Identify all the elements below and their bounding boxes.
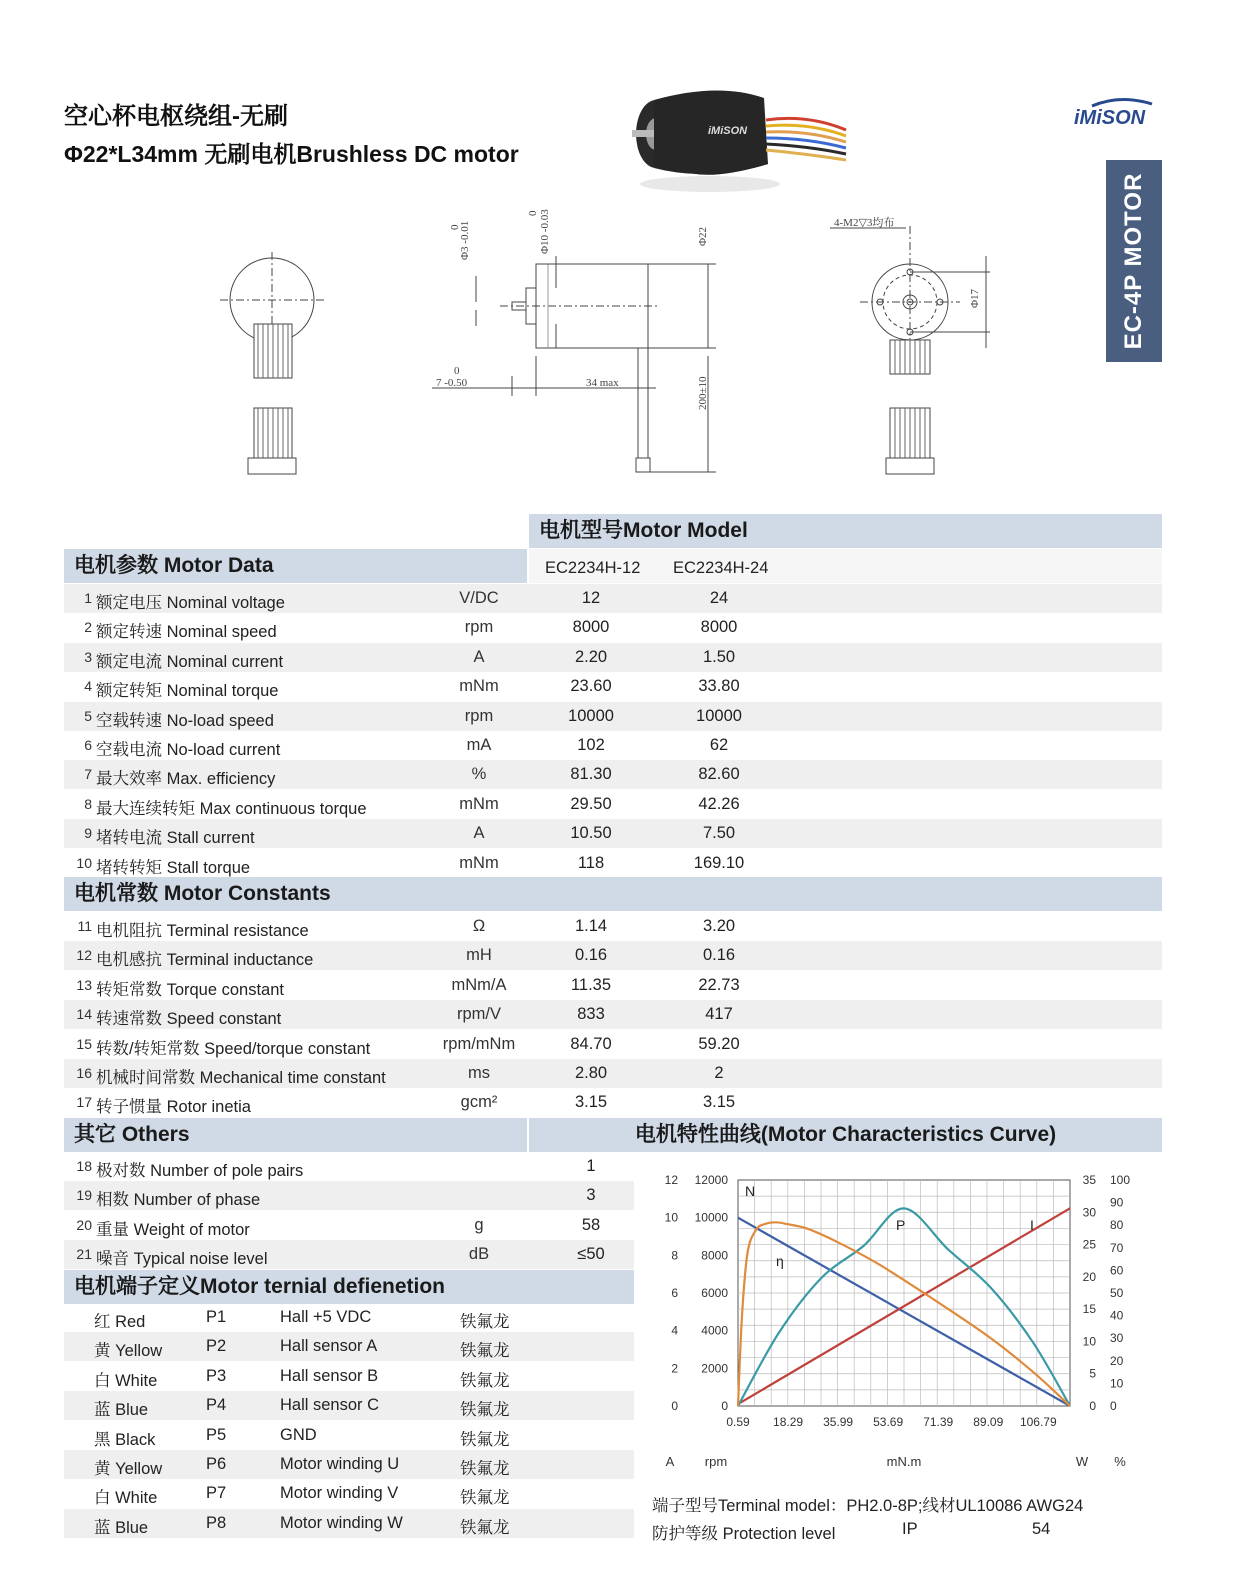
wire-color: 红 Red xyxy=(94,1313,146,1331)
row-unit: g xyxy=(474,1215,484,1234)
dim-body-length: 34 max xyxy=(586,377,619,389)
axis-tick-label: 80 xyxy=(1110,1218,1124,1233)
wire-material: 铁氟龙 xyxy=(460,1460,510,1478)
table-row xyxy=(64,731,1162,760)
row-number: 8 xyxy=(84,795,92,812)
row-label: 堵转转矩 Stall torque xyxy=(96,858,251,877)
dim-shaft-dia-tol: 0 xyxy=(449,224,461,230)
row-label: 转子惯量 Rotor inetia xyxy=(96,1098,251,1117)
row-value-2: 7.50 xyxy=(702,824,736,843)
axis-tick-label: 10000 xyxy=(694,1210,728,1225)
row-value-2: 62 xyxy=(709,736,729,754)
row-number: 7 xyxy=(84,766,92,783)
row-value-1: 833 xyxy=(577,1005,605,1024)
row-unit: mNm xyxy=(459,853,499,872)
row-value-1: 1.14 xyxy=(574,917,608,935)
dim-boss-dia: Φ10 -0.03 xyxy=(539,209,551,254)
terminal-model: 端子型号Terminal model：PH2.0-8P;线材UL10086 AWG24 xyxy=(652,1497,1084,1515)
row-value-1: 3.15 xyxy=(574,1093,608,1112)
row-number: 17 xyxy=(76,1094,92,1111)
row-label: 相数 Number of phase xyxy=(96,1191,261,1210)
table-row xyxy=(64,1181,634,1210)
table-row xyxy=(64,790,1162,819)
section-curve: 电机特性曲线(Motor Characteristics Curve) xyxy=(529,1118,1162,1152)
brand-logo xyxy=(1072,94,1168,134)
terminal-row xyxy=(64,1450,634,1479)
row-value-1: ≤50 xyxy=(577,1245,605,1264)
axis-tick-label: 35 xyxy=(1082,1173,1096,1187)
pin-function: Motor winding W xyxy=(280,1513,403,1532)
pin-number: P7 xyxy=(206,1484,227,1503)
table-row xyxy=(64,613,1162,642)
terminal-row xyxy=(64,1509,634,1538)
row-label: 最大连续转矩 Max continuous torque xyxy=(96,799,367,818)
series-label: N xyxy=(745,1183,756,1199)
axis-tick-label: 12000 xyxy=(694,1173,728,1187)
pin-number: P3 xyxy=(206,1366,227,1385)
row-value-1: 29.50 xyxy=(570,794,612,813)
page-subtitle: Φ22*L34mm 无刷电机Brushless DC motor xyxy=(64,141,519,167)
pin-number: P5 xyxy=(206,1425,227,1444)
row-unit: Ω xyxy=(472,917,486,935)
row-label: 额定电压 Nominal voltage xyxy=(96,594,285,612)
wire-material: 铁氟龙 xyxy=(460,1401,510,1420)
row-number: 20 xyxy=(76,1216,92,1233)
row-label: 空载转速 No-load speed xyxy=(96,711,274,730)
row-value-1: 102 xyxy=(577,736,605,754)
dim-mount-holes: 4-M2▽3均布 xyxy=(834,217,895,229)
axis-tick-label: 0 xyxy=(721,1399,728,1413)
axis-tick-label: 100 xyxy=(1110,1173,1131,1187)
axis-tick-label: 10 xyxy=(1082,1334,1096,1349)
wire-color: 蓝 Blue xyxy=(94,1401,149,1420)
pin-function: Hall sensor B xyxy=(280,1366,379,1385)
table-row xyxy=(64,1030,1162,1059)
axis-tick-label: 30 xyxy=(1082,1205,1096,1220)
row-value-1: 8000 xyxy=(572,618,610,637)
model-header: 电机型号Motor Model xyxy=(529,514,1162,548)
pin-function: Motor winding V xyxy=(280,1484,399,1503)
section-terminal: 电机端子定义Motor ternial defienetion xyxy=(64,1270,634,1304)
row-label: 额定电流 Nominal current xyxy=(96,652,284,671)
wire-color: 白 White xyxy=(94,1371,158,1390)
row-value-1: 118 xyxy=(577,853,605,872)
pin-number: P1 xyxy=(206,1308,227,1326)
row-unit: rpm xyxy=(464,618,494,637)
model-1: EC2234H-12 xyxy=(545,559,641,577)
table-row xyxy=(64,1000,1162,1029)
section-motor-data: 电机参数 Motor Data xyxy=(64,549,527,583)
row-value-2: 2 xyxy=(714,1064,724,1082)
section-constants: 电机常数 Motor Constants xyxy=(64,877,1162,911)
row-value-2: 10000 xyxy=(696,706,742,725)
row-unit: mA xyxy=(466,736,492,754)
wire-material: 铁氟龙 xyxy=(460,1342,510,1361)
side-tab xyxy=(1106,160,1162,362)
axis-tick-label: 8000 xyxy=(701,1248,728,1263)
protection-value: 54 xyxy=(1032,1520,1051,1538)
row-value-2: 33.80 xyxy=(698,677,740,696)
axis-tick-label: 30 xyxy=(1110,1331,1124,1346)
row-value-2: 24 xyxy=(709,589,729,607)
pin-number: P4 xyxy=(206,1396,227,1415)
row-value-2: 82.60 xyxy=(698,765,740,784)
table-row xyxy=(64,1211,634,1240)
wire-material: 铁氟龙 xyxy=(460,1430,510,1449)
row-value-2: 22.73 xyxy=(698,975,740,994)
axis-tick-label: 2000 xyxy=(701,1361,728,1376)
row-number: 11 xyxy=(77,918,92,934)
row-value-2: 417 xyxy=(705,1005,733,1024)
axis-label: rpm xyxy=(704,1454,728,1469)
row-unit: rpm/V xyxy=(456,1005,501,1024)
row-unit: % xyxy=(471,765,487,784)
series-label: I xyxy=(1030,1217,1034,1233)
row-value-1: 2.20 xyxy=(574,647,608,666)
wire-color: 白 White xyxy=(94,1489,158,1508)
side-tab-label: EC-4P MOTOR xyxy=(1120,172,1147,350)
table-row xyxy=(64,912,1162,941)
axis-tick-label: 8 xyxy=(671,1248,678,1263)
technical-drawing xyxy=(200,196,1020,496)
terminal-row xyxy=(64,1479,634,1508)
axis-tick-label: 4000 xyxy=(701,1323,728,1338)
row-unit: rpm/mNm xyxy=(442,1034,516,1053)
row-label: 最大效率 Max. efficiency xyxy=(96,770,276,789)
row-label: 电机阻抗 Terminal resistance xyxy=(96,922,309,940)
pin-function: Motor winding U xyxy=(280,1455,400,1473)
terminal-row xyxy=(64,1362,634,1391)
pin-number: P8 xyxy=(206,1513,227,1532)
axis-label: W xyxy=(1075,1454,1089,1469)
row-label: 堵转电流 Stall current xyxy=(96,829,255,848)
photo-label: iMiSON xyxy=(708,125,748,137)
row-number: 14 xyxy=(76,1006,92,1023)
row-value-1: 58 xyxy=(581,1215,601,1234)
row-unit: rpm xyxy=(464,706,494,725)
dim-pcd: Φ17 xyxy=(969,288,981,308)
row-number: 19 xyxy=(76,1187,92,1204)
table-row xyxy=(64,1088,1162,1117)
pin-number: P6 xyxy=(206,1455,227,1473)
table-row xyxy=(64,1059,1162,1088)
axis-tick-label: 10 xyxy=(664,1210,678,1225)
row-unit: gcm² xyxy=(460,1093,498,1112)
row-number: 3 xyxy=(84,648,92,665)
row-value-1: 23.60 xyxy=(570,677,612,696)
row-value-1: 10000 xyxy=(568,706,614,725)
wire-material: 铁氟龙 xyxy=(460,1313,510,1331)
axis-tick-label: 2 xyxy=(671,1361,678,1376)
row-value-2: 59.20 xyxy=(698,1034,740,1053)
row-value-1: 3 xyxy=(586,1186,596,1205)
axis-label: % xyxy=(1114,1454,1126,1469)
pin-function: GND xyxy=(280,1425,317,1444)
axis-tick-label: 0 xyxy=(1110,1399,1117,1413)
axis-label: A xyxy=(665,1454,675,1469)
axis-tick-label: 6000 xyxy=(701,1286,728,1300)
terminal-row xyxy=(64,1391,634,1420)
wire-material: 铁氟龙 xyxy=(460,1489,510,1508)
protection-unit: IP xyxy=(902,1520,918,1538)
row-value-1: 2.80 xyxy=(574,1064,608,1082)
table-row xyxy=(64,760,1162,789)
row-label: 转速常数 Speed constant xyxy=(96,1010,282,1029)
x-tick-label: 71.39 xyxy=(923,1415,954,1429)
row-value-1: 10.50 xyxy=(570,824,612,843)
row-number: 10 xyxy=(76,854,92,871)
row-value-2: 8000 xyxy=(700,618,738,637)
row-unit: mNm xyxy=(459,677,499,696)
axis-tick-label: 4 xyxy=(671,1323,678,1338)
row-label: 空载电流 No-load current xyxy=(96,741,281,759)
row-number: 16 xyxy=(76,1065,92,1081)
row-value-2: 0.16 xyxy=(702,946,736,965)
row-unit: mNm/A xyxy=(451,975,507,994)
dim-shaft-length-tol: 0 xyxy=(454,365,460,377)
terminal-row xyxy=(64,1303,634,1332)
axis-tick-label: 0 xyxy=(1089,1399,1096,1413)
pin-function: Hall sensor A xyxy=(280,1337,378,1356)
model-2: EC2234H-24 xyxy=(673,559,769,577)
x-tick-label: 35.99 xyxy=(823,1415,854,1429)
axis-tick-label: 15 xyxy=(1082,1302,1096,1317)
row-value-1: 84.70 xyxy=(570,1034,612,1053)
row-unit: A xyxy=(473,824,485,843)
row-unit: dB xyxy=(468,1245,490,1264)
x-tick-label: 0.59 xyxy=(726,1415,750,1429)
axis-tick-label: 0 xyxy=(671,1399,678,1413)
wire-color: 蓝 Blue xyxy=(94,1518,149,1537)
axis-tick-label: 40 xyxy=(1110,1308,1124,1323)
row-label: 噪音 Typical noise level xyxy=(96,1250,268,1269)
row-label: 机械时间常数 Mechanical time constant xyxy=(96,1069,386,1087)
row-number: 9 xyxy=(84,825,92,842)
axis-tick-label: 50 xyxy=(1110,1286,1124,1300)
pin-number: P2 xyxy=(206,1337,227,1356)
row-label: 极对数 Number of pole pairs xyxy=(96,1162,304,1180)
protection-label: 防护等级 Protection level xyxy=(652,1525,836,1543)
row-number: 2 xyxy=(84,619,92,636)
row-value-1: 11.35 xyxy=(570,975,612,994)
series-label: η xyxy=(776,1253,784,1269)
table-row xyxy=(64,702,1162,731)
row-unit: A xyxy=(473,647,485,666)
axis-tick-label: 20 xyxy=(1082,1269,1096,1284)
row-number: 13 xyxy=(76,976,92,993)
row-label: 转数/转矩常数 Speed/torque constant xyxy=(96,1039,371,1058)
wire-material: 铁氟龙 xyxy=(460,1371,510,1390)
row-value-2: 42.26 xyxy=(698,794,740,813)
axis-tick-label: 20 xyxy=(1110,1353,1124,1368)
row-number: 12 xyxy=(76,947,92,964)
dim-shaft-length: 7 -0.50 xyxy=(436,377,468,389)
row-label: 额定转速 Nominal speed xyxy=(96,623,277,642)
wire-color: 黑 Black xyxy=(94,1430,156,1449)
table-row xyxy=(64,971,1162,1000)
axis-tick-label: 12 xyxy=(664,1173,678,1187)
axis-tick-label: 25 xyxy=(1082,1237,1096,1252)
axis-tick-label: 70 xyxy=(1110,1240,1124,1255)
section-others: 其它 Others xyxy=(64,1118,527,1152)
pin-function: Hall sensor C xyxy=(280,1396,380,1415)
x-tick-label: 18.29 xyxy=(773,1415,804,1429)
row-number: 4 xyxy=(84,678,92,695)
row-value-1: 1 xyxy=(586,1157,596,1175)
row-number: 21 xyxy=(76,1246,92,1263)
row-unit: ms xyxy=(468,1064,490,1082)
row-value-1: 12 xyxy=(581,589,601,607)
pin-function: Hall +5 VDC xyxy=(280,1308,372,1326)
row-number: 1 xyxy=(84,590,92,606)
table-row xyxy=(64,672,1162,701)
row-value-2: 1.50 xyxy=(702,647,736,666)
characteristics-chart xyxy=(650,1162,1150,1482)
row-label: 额定转矩 Nominal torque xyxy=(96,682,279,701)
table-row xyxy=(64,819,1162,848)
x-tick-label: 106.79 xyxy=(1019,1415,1057,1429)
wire-material: 铁氟龙 xyxy=(460,1518,510,1537)
table-row xyxy=(64,1240,634,1269)
dim-body-dia: Φ22 xyxy=(697,226,709,246)
row-value-1: 0.16 xyxy=(574,946,608,965)
wire-color: 黄 Yellow xyxy=(94,1460,163,1478)
dim-lead-length: 200±10 xyxy=(697,376,709,410)
terminal-row xyxy=(64,1332,634,1361)
axis-tick-label: 5 xyxy=(1089,1366,1096,1381)
row-value-2: 3.15 xyxy=(702,1093,736,1112)
axis-tick-label: 10 xyxy=(1110,1376,1124,1391)
row-unit: mH xyxy=(466,946,492,965)
row-value-2: 3.20 xyxy=(702,917,736,935)
logo-text: iMiSON xyxy=(1074,107,1146,129)
x-tick-label: 53.69 xyxy=(873,1415,904,1429)
terminal-row xyxy=(64,1421,634,1450)
page-title: 空心杯电枢绕组-无刷 xyxy=(64,103,288,130)
row-number: 15 xyxy=(76,1035,92,1052)
row-value-1: 81.30 xyxy=(570,765,612,784)
row-label: 转矩常数 Torque constant xyxy=(96,980,284,999)
table-row xyxy=(64,941,1162,970)
dim-boss-dia-tol: 0 xyxy=(527,210,539,216)
row-label: 电机感抗 Terminal inductance xyxy=(96,951,314,970)
x-tick-label: 89.09 xyxy=(973,1415,1004,1429)
row-number: 5 xyxy=(84,707,92,724)
x-axis-label: mN.m xyxy=(886,1454,922,1469)
table-row xyxy=(64,849,1162,878)
row-value-2: 169.10 xyxy=(693,853,745,872)
axis-tick-label: 90 xyxy=(1110,1195,1124,1210)
row-number: 6 xyxy=(84,737,92,753)
row-unit: mNm xyxy=(459,794,499,813)
row-unit: V/DC xyxy=(459,589,499,607)
model-names-row xyxy=(529,549,1162,583)
table-row xyxy=(64,643,1162,672)
table-row xyxy=(64,584,1162,613)
row-number: 18 xyxy=(76,1158,92,1174)
table-row xyxy=(64,1152,634,1181)
wire-color: 黄 Yellow xyxy=(94,1342,163,1361)
dim-shaft-dia: Φ3 -0.01 xyxy=(459,220,471,260)
series-label: P xyxy=(896,1217,906,1233)
motor-photo xyxy=(618,84,848,194)
axis-tick-label: 60 xyxy=(1110,1263,1124,1278)
row-label: 重量 Weight of motor xyxy=(96,1220,250,1239)
axis-tick-label: 6 xyxy=(671,1286,678,1300)
